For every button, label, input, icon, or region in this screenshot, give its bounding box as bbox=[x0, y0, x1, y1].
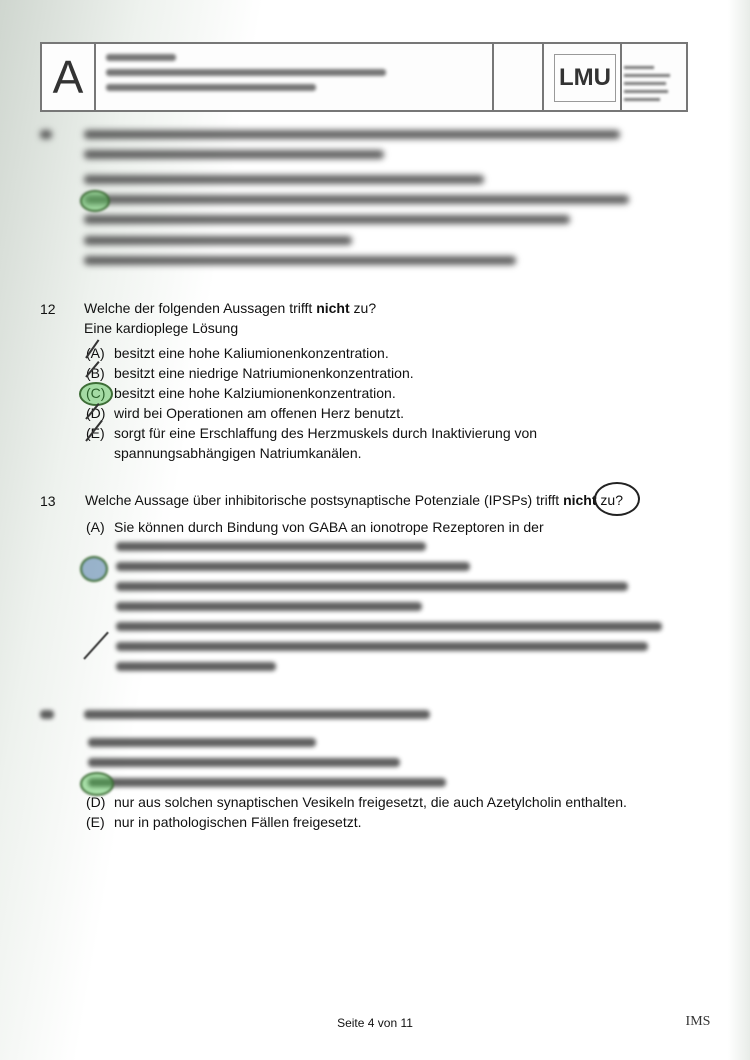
q12-option-d-text: wird bei Operationen am offenen Herz benutzt. bbox=[114, 405, 405, 421]
question-13-stem bbox=[85, 490, 623, 510]
q14-option-d-label: (D) bbox=[86, 794, 106, 810]
exam-header bbox=[40, 42, 688, 112]
q13-nicht-circle-mark bbox=[594, 482, 640, 516]
q12-option-b-label: (B) bbox=[86, 365, 105, 381]
q12-stem-after: zu? bbox=[349, 300, 377, 316]
q12-option-c-label: (C) bbox=[86, 385, 106, 401]
q12-stem-before: Welche der folgenden Aussagen trifft bbox=[84, 300, 317, 316]
q13-answer-mark bbox=[80, 556, 108, 582]
q12-stem-bold: nicht bbox=[316, 300, 350, 316]
q12-answer-mark bbox=[79, 382, 113, 406]
q13-option-a-label: (A) bbox=[86, 519, 105, 535]
q13-stem-bold: nicht bbox=[563, 492, 597, 508]
q14-option-e-label: (E) bbox=[86, 814, 105, 830]
header-empty-cell bbox=[492, 44, 544, 110]
page-number: Seite 4 von 11 bbox=[337, 1016, 413, 1030]
q12-option-a-label: (A) bbox=[86, 345, 105, 361]
q13-stem-before: Welche Aussage über inhibitorische postsynaptische Potenziale (IPSPs) trifft bbox=[85, 492, 564, 508]
lmu-logo: LMU bbox=[554, 54, 616, 102]
question-13-number: 13 bbox=[40, 493, 56, 509]
q12-option-d bbox=[86, 403, 404, 423]
q12-option-d-label: (D) bbox=[86, 405, 106, 421]
q13-e-strike-mark bbox=[83, 632, 109, 660]
university-name-blurred bbox=[624, 66, 674, 106]
question-12-stem-line2: Eine kardioplege Lösung bbox=[84, 320, 239, 336]
q12-option-e-text: sorgt für eine Erschlaffung des Herzmuskels durch Inaktivierung von bbox=[114, 425, 538, 441]
q14-option-e bbox=[86, 812, 361, 832]
q12-option-b bbox=[86, 363, 414, 383]
q12-option-c bbox=[86, 383, 396, 403]
q12-option-e bbox=[86, 423, 537, 443]
q11-answer-mark bbox=[80, 190, 110, 212]
q14-option-d-text: nur aus solchen synaptischen Vesikeln freigesetzt, die auch Azetylcholin enthalten. bbox=[114, 794, 627, 810]
q12-option-c-text: besitzt eine hohe Kalziumionenkonzentration. bbox=[114, 385, 396, 401]
q14-option-e-text: nur in pathologischen Fällen freigesetzt. bbox=[114, 814, 362, 830]
q13-stem-after: zu? bbox=[596, 492, 623, 508]
q13-option-a bbox=[86, 517, 544, 537]
question-12-stem bbox=[84, 298, 376, 318]
q12-option-b-text: besitzt eine niedrige Natriumionenkonzentration. bbox=[114, 365, 414, 381]
question-12-number: 12 bbox=[40, 301, 56, 317]
ims-seal: IMS bbox=[685, 1014, 711, 1029]
q13-option-a-text: Sie können durch Bindung von GABA an ionotrope Rezeptoren in der bbox=[114, 519, 544, 535]
page-shadow bbox=[728, 0, 750, 1060]
form-letter: A bbox=[42, 44, 96, 110]
q14-option-d bbox=[86, 792, 627, 812]
q12-option-a-text: besitzt eine hohe Kaliumionenkonzentration. bbox=[114, 345, 389, 361]
q12-option-e-label: (E) bbox=[86, 425, 105, 441]
q12-option-e-line2: spannungsabhängigen Natriumkanälen. bbox=[114, 445, 362, 461]
q12-option-a bbox=[86, 343, 389, 363]
header-info-blurred bbox=[106, 54, 486, 99]
